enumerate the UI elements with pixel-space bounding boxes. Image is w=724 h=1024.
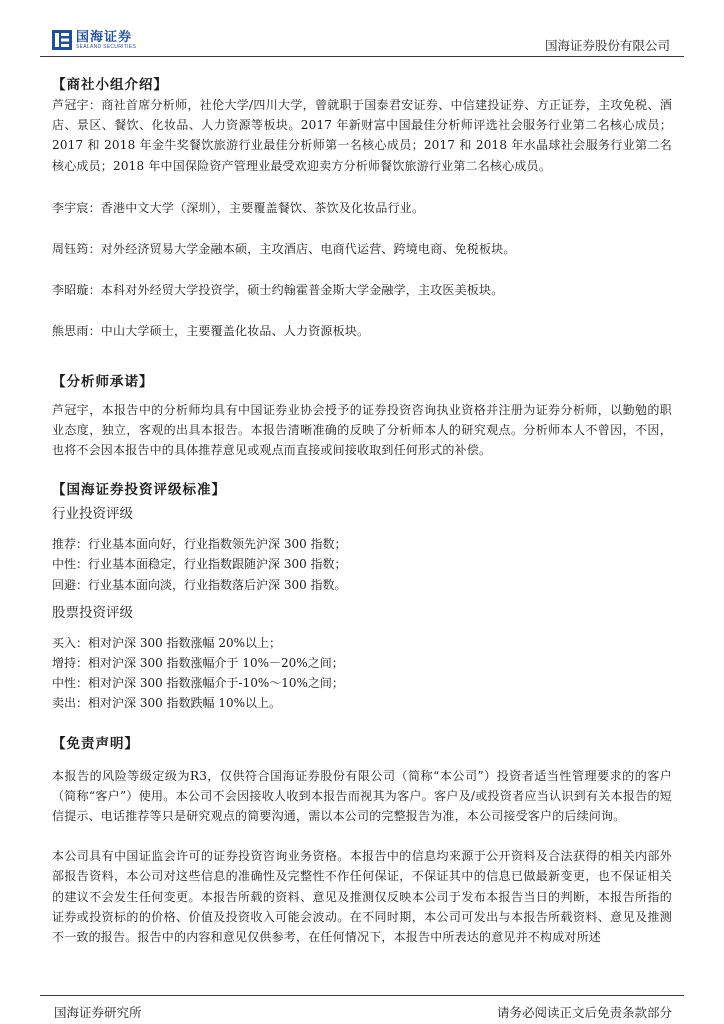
stock-rating-buy: 买入：相对沪深 300 指数涨幅 20%以上；	[52, 635, 282, 650]
industry-rating-avoid: 回避：行业基本面向淡，行业指数落后沪深 300 指数。	[52, 577, 347, 592]
industry-rating-neutral: 中性：行业基本面稳定，行业指数跟随沪深 300 指数；	[52, 557, 347, 572]
header-divider	[40, 56, 684, 57]
stock-rating-neutral: 中性：相对沪深 300 指数涨幅介于-10%～10%之间；	[52, 676, 344, 691]
stock-rating-sell: 卖出：相对沪深 300 指数跌幅 10%以上。	[52, 696, 282, 711]
team-member-3: 周钰筠：对外经济贸易大学金融本硕，主攻酒店、电商代运营、跨境电商、免税板块。	[52, 242, 516, 257]
footer-divider	[40, 995, 684, 996]
footer-institute: 国海证券研究所	[54, 1005, 142, 1020]
rating-section-title: 【国海证券投资评级标准】	[52, 482, 226, 499]
team-member-5: 熊思雨：中山大学硕士，主要覆盖化妆品、人力资源板块。	[52, 324, 370, 339]
commitment-text: 芦冠宇，本报告中的分析师均具有中国证券业协会授予的证券投资咨询执业资格并注册为证券分析师，以勤勉的职业态度，独立，客观的出具本报告。本报告清晰准确的反映了分析师本人的研究观点。分析师本人不曾因，不因，也将不会因本报告中的具体推荐意见或观点而直接或间接收取到任何形式的补偿。	[52, 402, 672, 458]
company-logo	[52, 30, 136, 50]
industry-rating-heading: 行业投资评级	[52, 506, 133, 523]
team-member-1: 芦冠宇：商社首席分析师，社伦大学/四川大学，曾就职于国泰君安证券、中信建投证券、方正证券，主攻免税、酒店、景区、餐饮、化妆品、人力资源等板块。2017 年新财富中国最佳分析师评选社会服务行业第二名核心成员；2017 和 2018 年金牛奖餐饮旅游行业最佳分析师第一名核心成员；2017 和 2018 年水晶球社会服务行业第二名核心成员；2018 年中国保险资产管理业最受欢迎卖方分析师餐饮旅游行业第二名核心成员。	[52, 98, 672, 173]
stock-rating-heading: 股票投资评级	[52, 604, 133, 621]
stock-rating-overweight: 增持：相对沪深 300 指数涨幅介于 10%－20%之间；	[52, 656, 344, 671]
logo-english-name: SEALAND SECURITIES	[76, 43, 137, 50]
page-content	[52, 75, 672, 947]
company-name: 国海证券股份有限公司	[544, 38, 670, 53]
industry-rating-recommend: 推荐：行业基本面向好，行业指数领先沪深 300 指数；	[52, 537, 347, 552]
team-member-4: 李昭璇：本科对外经贸大学投资学，硕士约翰霍普金斯大学金融学，主攻医美板块。	[52, 283, 504, 298]
sealand-logo-icon	[52, 30, 72, 50]
disclaimer-paragraph-2: 本公司具有中国证监会许可的证券投资咨询业务资格。本报告中的信息均来源于公开资料及合法获得的相关内部外部报告资料，本公司对这些信息的准确性及完整性不作任何保证，不保证其中的信息已做最新变更，也不保证相关的建议不会发生任何变更。本报告所载的资料、意见及推测仅反映本公司于发布本报告当日的判断，本报告所指的证券或投资标的的价格、价值及投资收入可能会波动。在不同时期，本公司可发出与本报告所载资料、意见及推测不一致的报告。报告中的内容和意见仅供参考，在任何情况下，本报告中所表达的意见并不构成对所述	[52, 849, 672, 945]
logo-chinese-name: 国海证券	[76, 29, 133, 45]
disclaimer-paragraph-1: 本报告的风险等级定级为R3，仅供符合国海证券股份有限公司（简称“本公司”）投资者适当性管理要求的的客户（简称“客户”）使用。本公司不会因接收人收到本报告而视其为客户。客户及/或投资者应当认识到有关本报告的短信提示、电话推荐等只是研究观点的简要沟通，需以本公司的完整报告为准，本公司接受客户的后续问询。	[52, 768, 672, 824]
team-member-2: 李宇宸：香港中文大学（深圳），主要覆盖餐饮、茶饮及化妆品行业。	[52, 200, 425, 215]
disclaimer-section-title: 【免责声明】	[52, 735, 139, 752]
commitment-section-title: 【分析师承诺】	[52, 373, 154, 390]
footer-notice: 请务必阅读正文后免责条款部分	[496, 1005, 672, 1020]
team-section-title: 【商社小组介绍】	[52, 77, 168, 93]
page-header	[0, 0, 724, 60]
